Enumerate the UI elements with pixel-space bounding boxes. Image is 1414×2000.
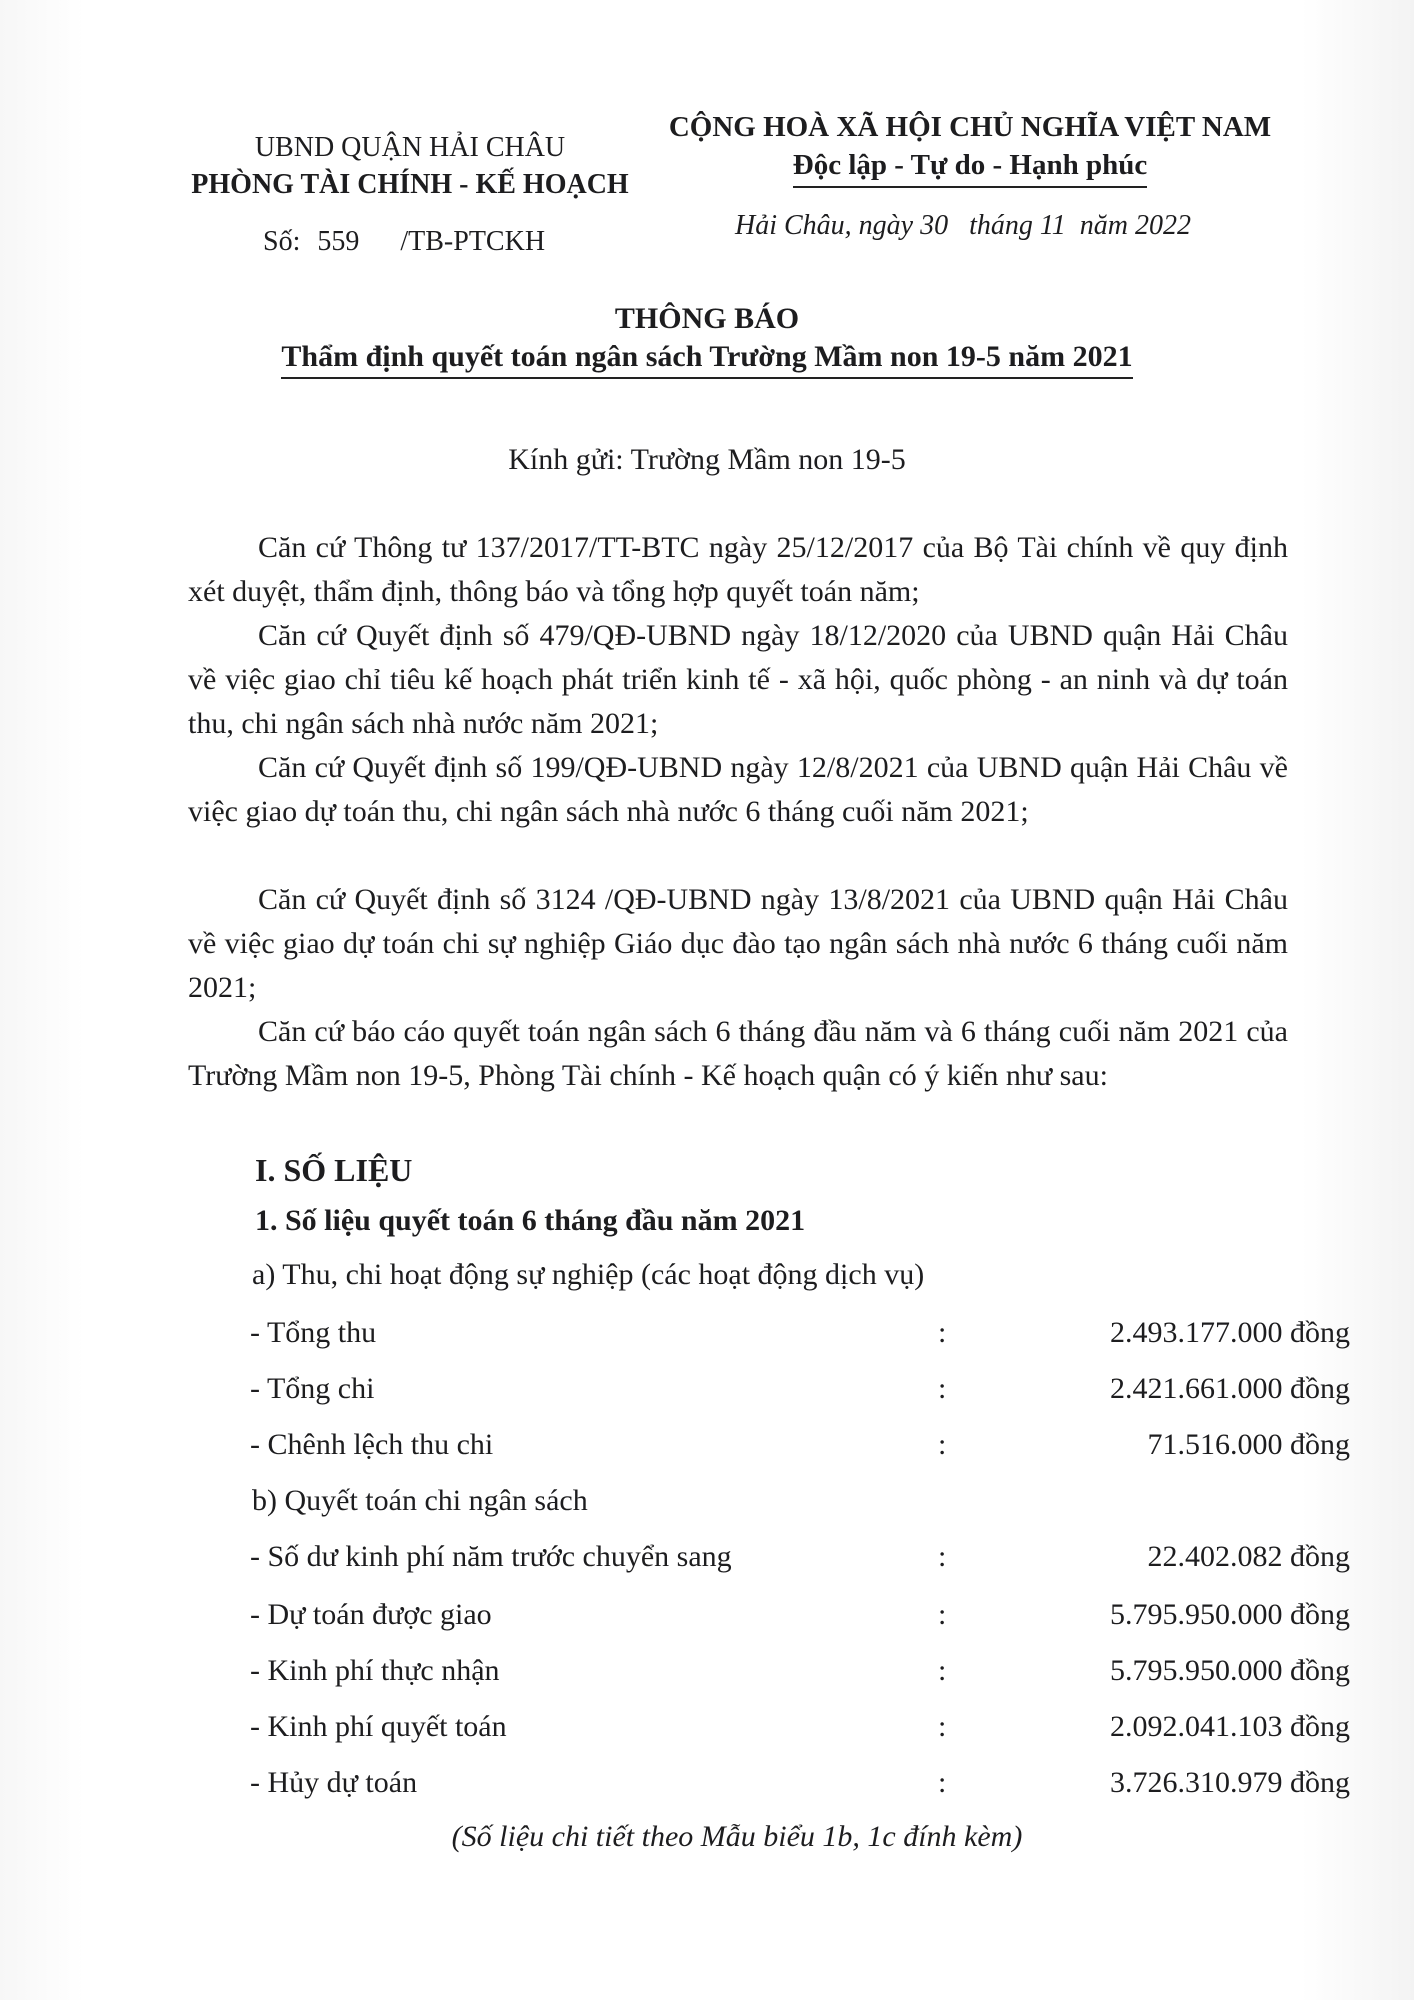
figure-value: 71.516.000 đồng [1147, 1428, 1350, 1461]
national-heading [660, 108, 1280, 188]
place-date: Hải Châu, ngày 30 tháng 11 năm 2022 [735, 210, 1192, 241]
legal-basis-paragraph: Căn cứ Quyết định số 479/QĐ-UBND ngày 18/12/2020 của UBND quận Hải Châu về việc giao chỉ tiêu kế hoạch phát triển kinh tế - xã hội, quốc phòng - an ninh và dự toán thu, chi ngân sách nhà nước năm 2021; [188, 619, 1288, 740]
legal-basis-paragraph: Căn cứ Quyết định số 199/QĐ-UBND ngày 12/8/2021 của UBND quận Hải Châu về việc giao dự toán thu, chi ngân sách nhà nước 6 tháng cuối năm 2021; [188, 751, 1288, 828]
figure-colon: : [938, 1540, 947, 1573]
figure-label: - Chênh lệch thu chi [250, 1428, 494, 1461]
figure-row [250, 1316, 1350, 1360]
figure-row [250, 1766, 1350, 1810]
subtitle-text: Thẩm định quyết toán ngân sách Trường Mầm non 19-5 năm 2021 [281, 340, 1132, 379]
doc-no-suffix: /TB-PTCKH [400, 226, 546, 257]
agency-name: UBND QUẬN HẢI CHÂU [254, 132, 566, 163]
figure-label: - Tổng thu [250, 1316, 377, 1349]
figure-value: 2.493.177.000 đồng [1110, 1316, 1350, 1349]
figure-row [250, 1598, 1350, 1642]
doc-no-value: 559 [317, 226, 360, 257]
department-name: PHÒNG TÀI CHÍNH - KẾ HOẠCH [191, 169, 629, 200]
figure-value: 2.421.661.000 đồng [1110, 1372, 1350, 1405]
figure-label: - Kinh phí thực nhận [250, 1654, 500, 1687]
doc-no-prefix: Số: [263, 226, 301, 257]
figure-row [250, 1654, 1350, 1698]
figure-colon: : [938, 1710, 947, 1743]
section-heading: I. SỐ LIỆU [255, 1152, 413, 1188]
figure-label: - Số dư kinh phí năm trước chuyển sang [250, 1540, 732, 1573]
legal-basis-paragraph: Căn cứ Quyết định số 3124 /QĐ-UBND ngày 13/8/2021 của UBND quận Hải Châu về việc giao dự toán chi sự nghiệp Giáo dục đào tạo ngân sách nhà nước 6 tháng cuối năm 2021; [188, 883, 1288, 1004]
figure-value: 5.795.950.000 đồng [1110, 1598, 1350, 1631]
legal-basis-paragraph: Căn cứ Thông tư 137/2017/TT-BTC ngày 25/12/2017 của Bộ Tài chính về quy định xét duyệt, thẩm định, thông báo và tổng hợp quyết toán năm; [188, 531, 1288, 608]
figure-colon: : [938, 1316, 947, 1349]
figure-row [250, 1428, 1350, 1472]
legal-basis-paragraph: Căn cứ báo cáo quyết toán ngân sách 6 tháng đầu năm và 6 tháng cuối năm 2021 của Trường Mầm non 19-5, Phòng Tài chính - Kế hoạch quận có ý kiến như sau: [188, 1015, 1288, 1092]
figure-colon: : [938, 1598, 947, 1631]
figure-value: 3.726.310.979 đồng [1110, 1766, 1350, 1799]
nation-name: CỘNG HOÀ XÃ HỘI CHỦ NGHĨA VIỆT NAM [668, 111, 1272, 143]
figure-colon: : [938, 1766, 947, 1799]
subsection-heading: 1. Số liệu quyết toán 6 tháng đầu năm 2021 [255, 1204, 806, 1237]
figure-label: - Hủy dự toán [250, 1766, 418, 1799]
issuer-block [150, 130, 670, 204]
national-motto: Độc lập - Tự do - Hạnh phúc [793, 146, 1148, 188]
figure-label: - Kinh phí quyết toán [250, 1710, 507, 1743]
figure-label: - Tổng chi [250, 1372, 375, 1405]
figure-label: - Dự toán được giao [250, 1598, 492, 1631]
figure-value: 2.092.041.103 đồng [1110, 1710, 1350, 1743]
figure-colon: : [938, 1428, 947, 1461]
figure-colon: : [938, 1372, 947, 1405]
part-a-label: a) Thu, chi hoạt động sự nghiệp (các hoạt động dịch vụ) [252, 1258, 925, 1291]
figure-colon: : [938, 1654, 947, 1687]
figure-value: 5.795.950.000 đồng [1110, 1654, 1350, 1687]
figure-row [250, 1710, 1350, 1754]
document-number [263, 226, 545, 258]
document-title: THÔNG BÁO [614, 302, 800, 335]
figure-row [250, 1372, 1350, 1416]
figure-value: 22.402.082 đồng [1147, 1540, 1350, 1573]
recipient-line: Kính gửi: Trường Mầm non 19-5 [508, 443, 906, 476]
figure-row [250, 1540, 1350, 1584]
attachment-note: (Số liệu chi tiết theo Mẫu biểu 1b, 1c đính kèm) [451, 1820, 1023, 1853]
document-subtitle [0, 340, 1414, 374]
part-b-label: b) Quyết toán chi ngân sách [252, 1484, 588, 1517]
